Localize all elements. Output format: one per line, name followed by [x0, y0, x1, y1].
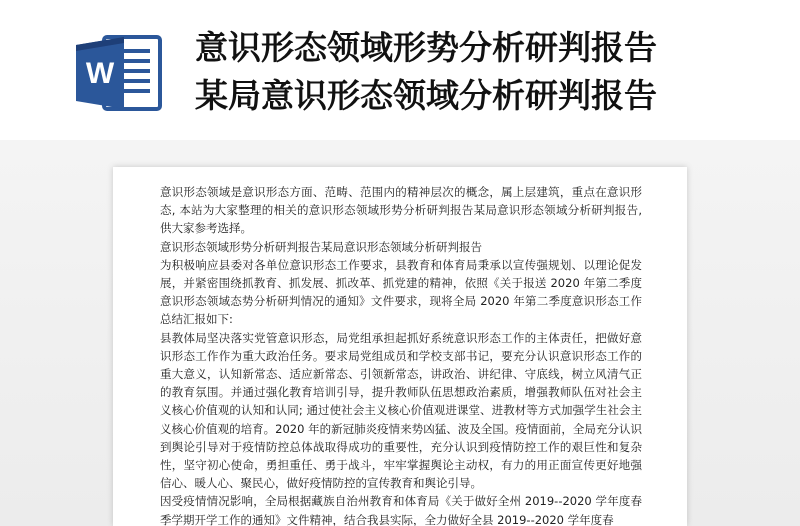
paragraph-intro: 意识形态领域是意识形态方面、范畴、范围内的精神层次的概念，属上层建筑，重点在意识形态, 本站为大家整理的相关的意识形态领域形势分析研判报告某局意识形态领域分析研判报告,供大家参考选择。 — [160, 185, 642, 236]
document-title-line-1: 意识形态领域形势分析研判报告 — [195, 28, 657, 67]
header-banner — [0, 0, 800, 140]
document-page — [113, 167, 687, 526]
word-document-icon — [74, 33, 164, 113]
document-body — [160, 183, 642, 526]
word-icon-letter: W — [85, 57, 115, 90]
paragraph-epidemic: 因受疫情情况影响，全局根据藏族自治州教育和体育局《关于做好全州 2019--2020 学年度春季学期开学工作的通知》文件精神，结合我县实际，全力做好全县 2019--2020 学年度春 — [160, 494, 642, 526]
document-title-line-2: 某局意识形态领域分析研判报告 — [195, 76, 657, 115]
paragraph-implementation: 县教体局坚决落实党管意识形态，局党组承担起抓好系统意识形态工作的主体责任，把做好意识形态工作作为重大政治任务。要求局党组成员和学校支部书记，要充分认识意识形态工作的重大意义，认知新常态、适应新常态、引领新常态，讲政治、讲纪律、守底线，树立风清气正的教育氛围。并通过强化教育培训引导，提升教师队伍思想政治素质，增强教师队伍对社会主义核心价值观的认知和认同; 通过使社会主义核心价值观进课堂、进教材等方式加强学生社会主义核心价值观的培育。2020 年的新冠肺炎疫情来势凶猛、波及全国。疫情面前，全局充分认识到舆论引导对于疫情防控总体战取得成功的重要性，充分认识到疫情防控工作的艰巨性和复杂性，坚守初心使命，勇担重任、勇于战斗，牢牢掌握舆论主动权，有力的用正面宣传更好地强信心、暖人心、聚民心，做好疫情防控的宣传教育和舆论引导。 — [160, 330, 642, 491]
paragraph-response: 为积极响应县委对各单位意识形态工作要求，县教育和体育局秉承以宣传强规划、以理论促发展，并紧密围绕抓教育、抓发展、抓改革、抓党建的精神，依照《关于报送 2020 年第二季度意识形态领域态势分析研判情况的通知》文件要求，现将全局 2020 年第二季度意识形态工作总结汇报如下: — [160, 257, 642, 327]
paragraph-heading: 意识形态领域形势分析研判报告某局意识形态领域分析研判报告 — [160, 239, 482, 254]
